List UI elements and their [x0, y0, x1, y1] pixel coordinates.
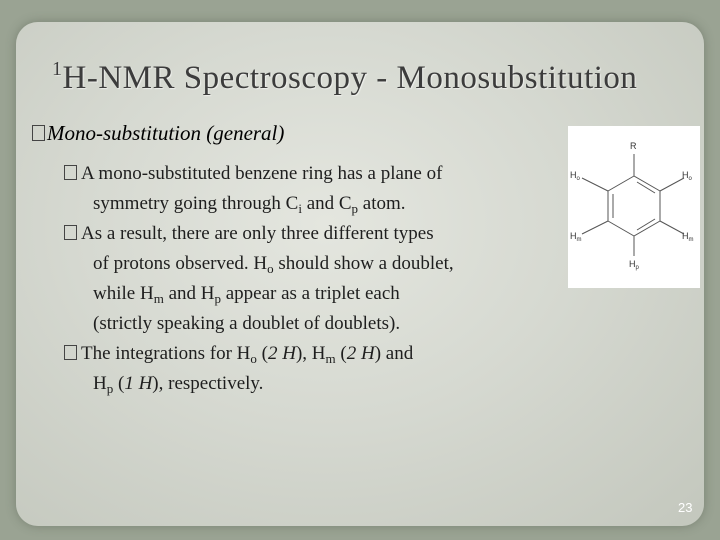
- ring-bond: [608, 221, 634, 236]
- page-number: 23: [678, 500, 693, 515]
- bullet-1-line-2: symmetry going through $C_i$ and $C_p$ atom.: [93, 193, 406, 216]
- hm-bond: [582, 221, 608, 234]
- ring-bond: [634, 176, 660, 191]
- bullet-2-line-1: As a result, there are only three different types: [64, 223, 434, 245]
- label-r: R: [630, 141, 637, 151]
- benzene-diagram: [568, 126, 700, 288]
- title-superscript: 1: [52, 58, 63, 80]
- benzene-structure-figure: [568, 126, 700, 288]
- title-text: H-NMR Spectroscopy - Monosubstitution: [62, 60, 638, 96]
- bullet-box-icon: [32, 125, 45, 141]
- bullet-box-icon: [64, 225, 77, 240]
- bullet-box-icon: [64, 345, 77, 360]
- label-hm-right: $H_m$: [682, 231, 694, 243]
- ho-bond: [582, 178, 608, 191]
- label-ho-right: $H_o$: [682, 170, 692, 182]
- slide-title: [52, 58, 637, 97]
- bullet-2-line-3: while $H_m$ and $H_p$ appear as a triplet each: [93, 283, 400, 306]
- ho-bond: [660, 178, 684, 191]
- label-ho-left: $H_o$: [570, 170, 580, 182]
- double-bond: [637, 219, 655, 230]
- section-heading: [32, 121, 284, 146]
- bullet-box-icon: [64, 165, 77, 180]
- bullet-2-line-4: (strictly speaking a doublet of doublets).: [93, 313, 401, 334]
- double-bond: [637, 182, 655, 193]
- hm-bond: [660, 221, 684, 234]
- bullet-2-line-2: of protons observed. $H_o$ should show a doublet,: [93, 253, 454, 276]
- bullet-3-line-2: $H_p$ (1 H), respectively.: [93, 373, 264, 396]
- ring-bond: [608, 176, 634, 191]
- label-hp: $H_p$: [629, 259, 639, 271]
- ring-bond: [634, 221, 660, 236]
- section-heading-text: Mono-substitution (general): [47, 121, 285, 145]
- bullet-3-line-1: The integrations for $H_o$ (2 H), $H_m$ (2 H) and: [64, 343, 413, 367]
- label-hm-left: $H_m$: [570, 231, 582, 243]
- bullet-1-line-1: A mono-substituted benzene ring has a plane of: [64, 163, 442, 185]
